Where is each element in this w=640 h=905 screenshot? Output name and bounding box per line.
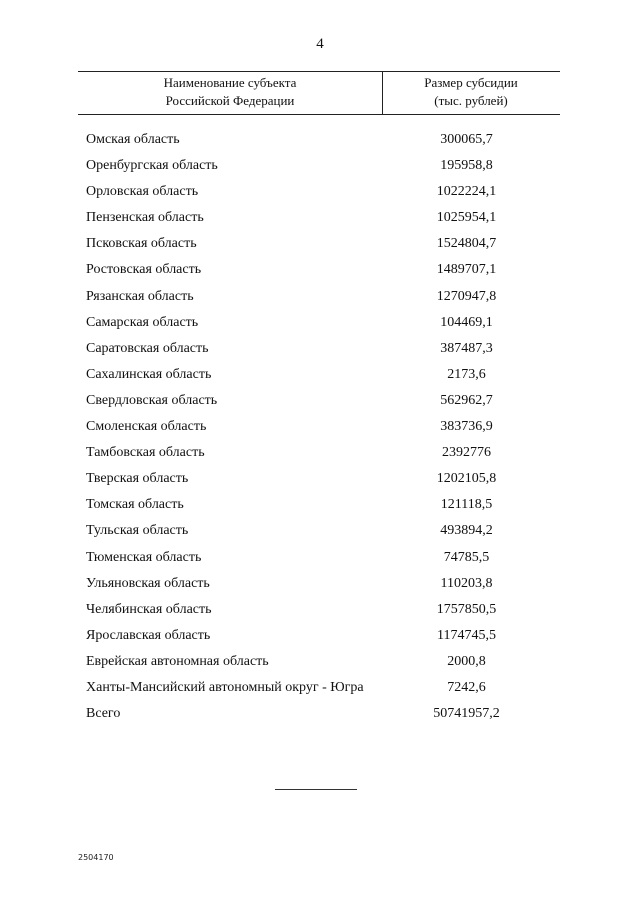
table-row	[86, 545, 560, 571]
table-row	[86, 649, 560, 675]
subsidy-amount: 195958,8	[440, 158, 493, 174]
region-name: Челябинская область	[86, 601, 212, 617]
table-row	[86, 597, 560, 623]
table-row	[86, 675, 560, 701]
region-name: Орловская область	[86, 184, 199, 200]
subsidy-amount: 1489707,1	[436, 262, 497, 278]
table-row	[86, 440, 560, 466]
subsidy-amount: 493894,2	[440, 523, 493, 539]
column-header-region	[78, 74, 382, 110]
table-row	[86, 257, 560, 283]
region-name: Тюменская область	[86, 549, 202, 565]
subsidy-amount: 2173,6	[447, 366, 486, 382]
region-name: Смоленская область	[86, 419, 207, 435]
table-body	[86, 127, 560, 727]
document-code: 2504170	[78, 853, 114, 862]
table-row	[86, 231, 560, 257]
region-name: Свердловская область	[86, 392, 218, 408]
region-name: Оренбургская область	[86, 158, 218, 174]
table-row	[86, 205, 560, 231]
subsidy-amount: 1757850,5	[436, 601, 497, 617]
region-name: Ростовская область	[86, 262, 202, 278]
table-row	[86, 362, 560, 388]
subsidy-amount: 50741957,2	[433, 706, 500, 722]
column-header-subsidy-line2: (тыс. рублей)	[434, 93, 508, 108]
region-name: Пензенская область	[86, 210, 204, 226]
region-name: Саратовская область	[86, 340, 209, 356]
table-row	[86, 518, 560, 544]
column-header-region-line2: Российской Федерации	[165, 93, 295, 108]
region-name: Омская область	[86, 132, 180, 147]
subsidy-amount: 74785,5	[443, 549, 490, 565]
column-header-region-line1: Наименование субъекта	[163, 75, 297, 90]
page-number: 4	[316, 36, 324, 52]
subsidy-amount: 2000,8	[447, 653, 486, 669]
region-name: Рязанская область	[86, 288, 194, 304]
subsidy-amount: 104469,1	[440, 314, 493, 330]
table-row	[86, 284, 560, 310]
subsidy-amount: 1202105,8	[436, 471, 497, 487]
table-row	[86, 388, 560, 414]
region-name: Самарская область	[86, 314, 199, 330]
region-name: Сахалинская область	[86, 366, 212, 382]
region-name: Тверская область	[86, 471, 189, 487]
subsidy-amount: 2392776	[442, 445, 491, 461]
table-row	[86, 701, 560, 727]
subsidy-amount: 121118,5	[440, 497, 493, 513]
region-name: Псковская область	[86, 236, 197, 252]
column-header-subsidy	[382, 74, 560, 110]
subsidy-amount: 562962,7	[440, 392, 493, 408]
subsidy-amount: 110203,8	[440, 575, 493, 591]
subsidy-amount: 387487,3	[440, 340, 493, 356]
region-name: Ханты-Мансийский автономный округ - Югра	[86, 679, 364, 695]
table-row	[86, 153, 560, 179]
region-name: Томская область	[86, 497, 184, 513]
subsidy-amount: 1524804,7	[436, 236, 497, 252]
table-header	[78, 71, 560, 115]
table-row	[86, 179, 560, 205]
subsidy-amount: 1025954,1	[436, 210, 497, 226]
region-name: Всего	[86, 706, 121, 722]
subsidy-amount: 300065,7	[440, 132, 493, 147]
column-header-subsidy-line1: Размер субсидии	[424, 75, 518, 90]
table-row	[86, 571, 560, 597]
subsidy-amount: 1270947,8	[436, 288, 497, 304]
table-row	[86, 466, 560, 492]
subsidy-amount: 383736,9	[440, 419, 493, 435]
region-name: Тульская область	[86, 523, 189, 539]
region-name: Ярославская область	[86, 627, 211, 643]
subsidy-amount: 1174745,5	[437, 627, 496, 643]
table-row	[86, 492, 560, 518]
table-row	[86, 623, 560, 649]
region-name: Тамбовская область	[86, 445, 205, 461]
table-row	[86, 310, 560, 336]
table-row	[86, 414, 560, 440]
subsidy-amount: 7242,6	[447, 679, 486, 695]
table-row	[86, 336, 560, 362]
end-rule	[275, 789, 357, 790]
subsidy-amount: 1022224,1	[436, 184, 497, 200]
table-row	[86, 127, 560, 153]
region-name: Еврейская автономная область	[86, 653, 269, 669]
region-name: Ульяновская область	[86, 575, 210, 591]
